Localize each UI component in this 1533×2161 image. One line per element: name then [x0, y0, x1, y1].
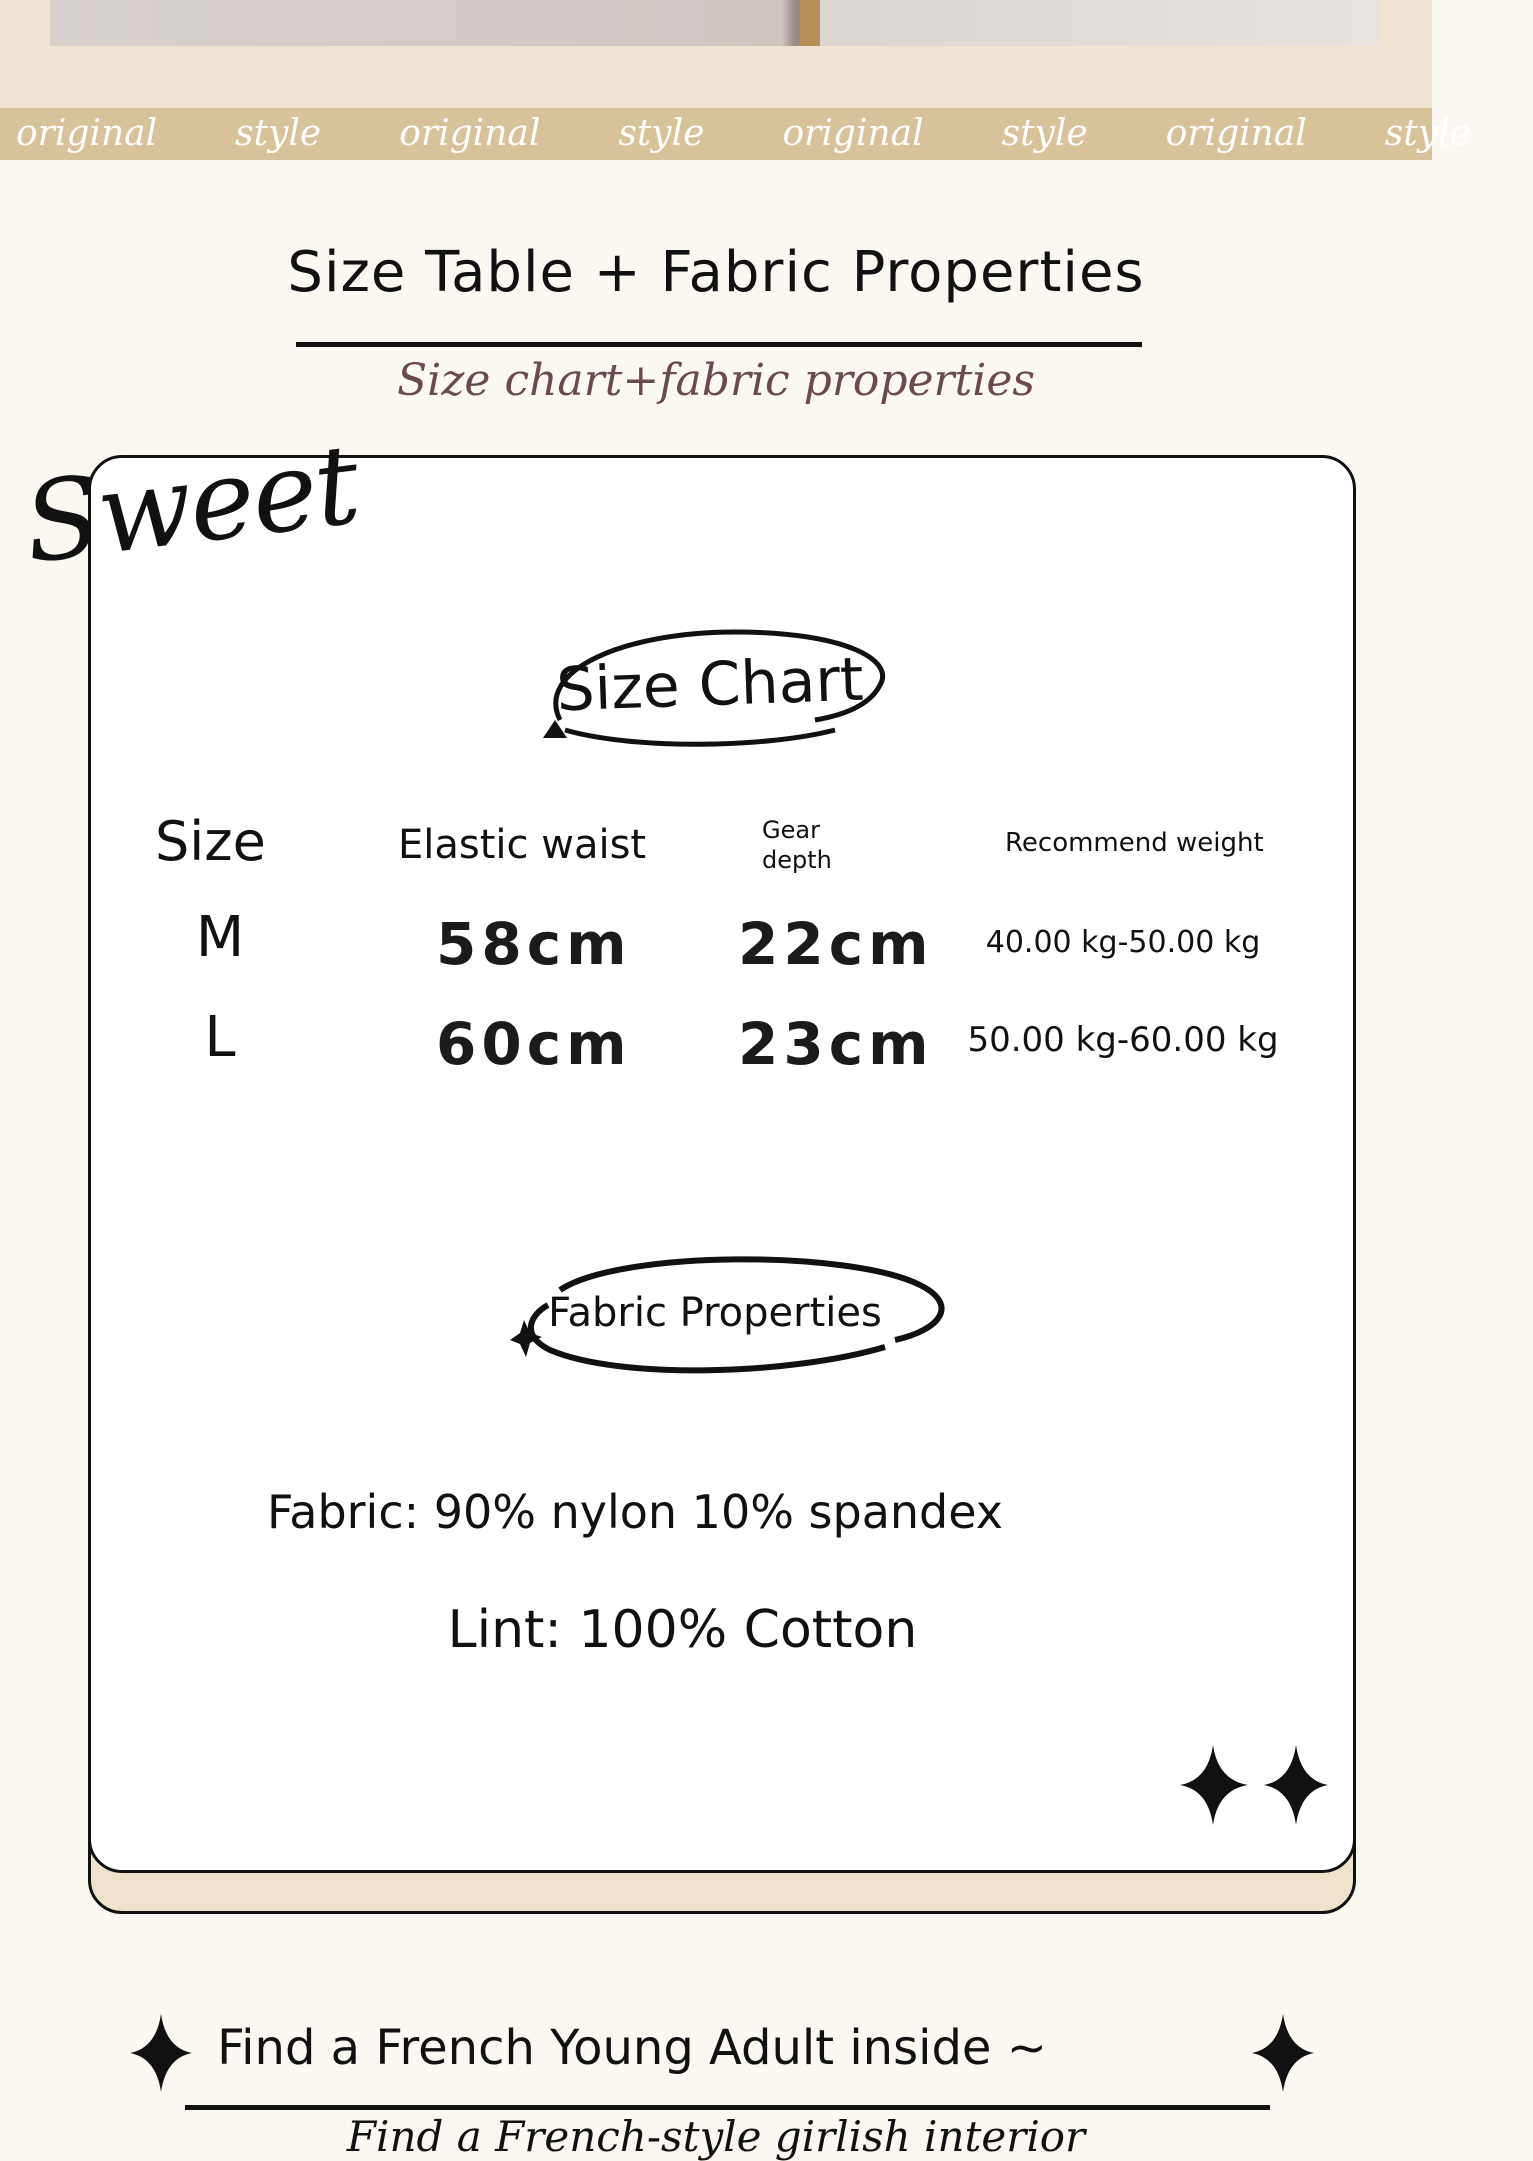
size-chart-heading: [535, 620, 915, 755]
row-m-waist: 58cm: [436, 910, 632, 978]
fabric-properties-heading: [490, 1245, 950, 1395]
original-style-ribbon: [0, 108, 1471, 160]
header-size: Size: [155, 810, 266, 873]
product-photo-strip: [0, 0, 1432, 108]
header-recommend-weight: Recommend weight: [1005, 828, 1264, 858]
product-photo: [50, 0, 1380, 46]
ribbon-word: style: [1001, 113, 1088, 154]
row-l-depth: 23cm: [738, 1010, 934, 1078]
row-l-size: L: [204, 1005, 236, 1070]
header-elastic-waist: Elastic waist: [398, 822, 647, 868]
row-m-depth: 22cm: [738, 910, 934, 978]
size-chart-title: Size Chart: [555, 644, 865, 726]
ribbon-word: original: [399, 113, 541, 154]
ribbon-word: original: [1165, 113, 1307, 154]
ribbon-word: style: [618, 113, 705, 154]
row-l-weight: 50.00 kg-60.00 kg: [967, 1020, 1279, 1060]
header-gear-depth: Gear depth: [762, 816, 832, 874]
row-m-size: M: [195, 905, 245, 970]
row-l-waist: 60cm: [436, 1010, 632, 1078]
ribbon-word: original: [782, 113, 924, 154]
sweet-script-decor: Sweet: [17, 420, 365, 588]
lint-composition: Lint: 100% Cotton: [447, 1600, 918, 1660]
script-subtitle: Size chart+fabric properties: [397, 355, 1035, 406]
ribbon-word: original: [16, 113, 158, 154]
title-divider: [296, 342, 1142, 347]
footer-title: Find a French Young Adult inside ~: [217, 2020, 1047, 2076]
page-title: Size Table + Fabric Properties: [287, 240, 1145, 305]
footer-script: Find a French-style girlish interior: [346, 2112, 1086, 2161]
ribbon-word: style: [1384, 113, 1471, 154]
fabric-properties-title: Fabric Properties: [548, 1290, 882, 1336]
row-m-weight: 40.00 kg-50.00 kg: [985, 925, 1261, 960]
ribbon-word: style: [235, 113, 322, 154]
fabric-composition: Fabric: 90% nylon 10% spandex: [267, 1485, 1003, 1539]
sparkle-icon: [1178, 1740, 1328, 1830]
footer-divider: [185, 2105, 1270, 2110]
